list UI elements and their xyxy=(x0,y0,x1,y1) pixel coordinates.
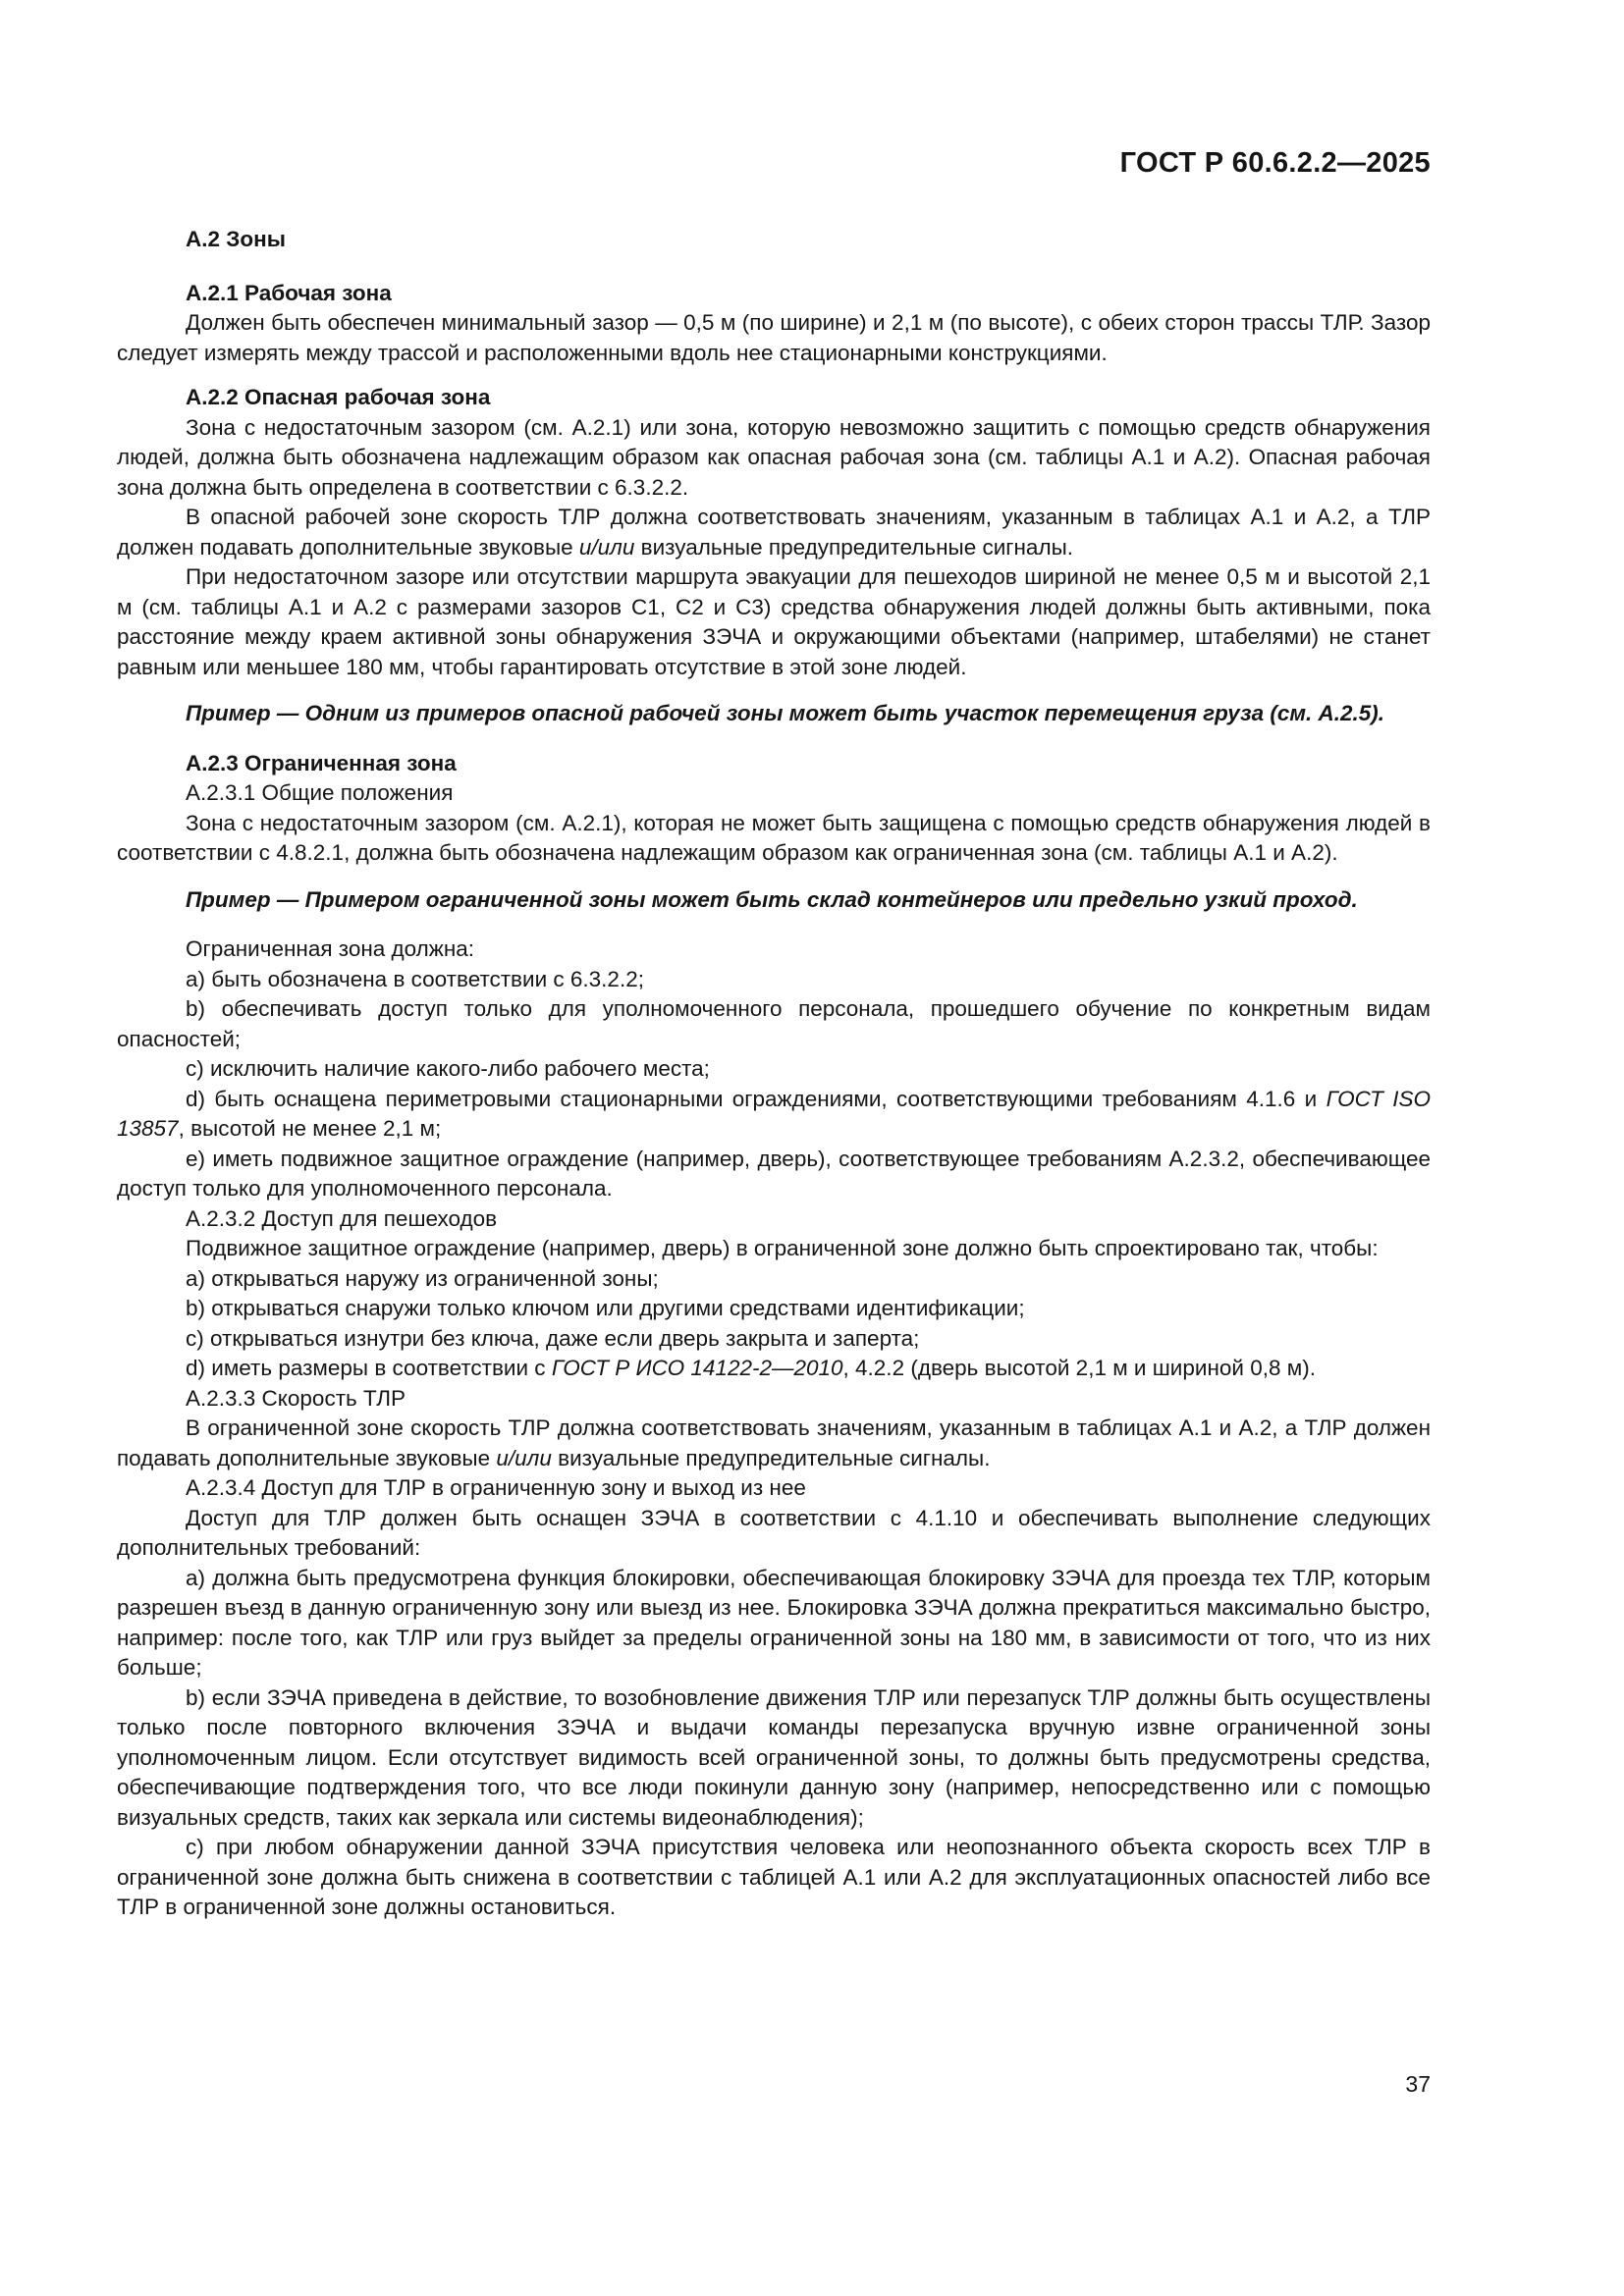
section-heading xyxy=(117,225,1431,255)
text-run: Зона с недостаточным зазором (см. А.2.1), которая не может быть защищена с помощью средств обнаружения людей в соответствии с 4.8.2.1, должна быть обозначена надлежащим образом как ограниченная зона (см. таблицы А.1 и А.2). xyxy=(117,810,1431,865)
text-run: Должен быть обеспечен минимальный зазор — 0,5 м (по ширине) и 2,1 м (по высоте), с обеих сторон трассы ТЛР. Зазор следует измерять между трассой и расположенными вдоль нее стационарными конструкциями. xyxy=(117,310,1431,365)
list-item xyxy=(117,1145,1431,1204)
page-number: 37 xyxy=(1405,2071,1431,2097)
subclause-heading xyxy=(117,1204,1431,1235)
text-run: А.2.3.2 Доступ для пешеходов xyxy=(186,1205,498,1231)
text-run: В ограниченной зоне скорость ТЛР должна соответствовать значениям, указанным в таблицах А.1 и А.2, а ТЛР должен подавать дополнительные звуковые xyxy=(117,1415,1431,1470)
list-item xyxy=(117,994,1431,1054)
subsection-heading xyxy=(117,383,1431,413)
paragraph xyxy=(117,308,1431,368)
paragraph xyxy=(117,1414,1431,1473)
example-note xyxy=(117,699,1431,729)
italic-reference: ГОСТ Р ИСО 14122-2—2010 xyxy=(551,1356,843,1380)
text-run: a) должна быть предусмотрена функция блокировки, обеспечивающая блокировку ЗЭЧА для проезда тех ТЛР, которым разрешен въезд в данную ограниченную зону или выезд из нее. Блокировка ЗЭЧА должна прекратиться максимально быстро, например: после того, как ТЛР или груз выйдет за пределы ограниченной зоны на 180 мм, в зависимости от того, что из них больше; xyxy=(117,1565,1431,1680)
text-run: Зона с недостаточным зазором (см. А.2.1) или зона, которую невозможно защитить с помощью средств обнаружения людей, должна быть обозначена надлежащим образом как опасная рабочая зона (см. таблицы А.1 и А.2). Опасная рабочая зона должна быть определена в соответствии с 6.3.2.2. xyxy=(117,414,1431,500)
text-run: e) иметь подвижное защитное ограждение (например, дверь), соответствующее требованиям А.2.3.2, обеспечивающее доступ только для уполномоченного персонала. xyxy=(117,1146,1431,1201)
text-run: c) исключить наличие какого-либо рабочего места; xyxy=(186,1056,710,1081)
document-header: ГОСТ Р 60.6.2.2—2025 xyxy=(1119,147,1431,179)
paragraph xyxy=(117,1504,1431,1564)
text-run: Ограниченная зона должна: xyxy=(186,936,475,961)
list-item xyxy=(117,1833,1431,1923)
text-run: a) открываться наружу из ограниченной зоны; xyxy=(186,1265,659,1291)
list-item xyxy=(117,965,1431,995)
document-content xyxy=(117,225,1431,1923)
text-run: d) быть оснащена периметровыми стационарными ограждениями, соответствующими требованиям 4.1.6 и xyxy=(186,1086,1326,1111)
paragraph xyxy=(117,934,1431,965)
italic-reference: и/или xyxy=(578,534,635,560)
paragraph xyxy=(117,809,1431,869)
text-run: , высотой не менее 2,1 м; xyxy=(178,1116,442,1141)
text-run: b) обеспечивать доступ только для уполномоченного персонала, прошедшего обучение по конкретным видам опасностей; xyxy=(117,996,1431,1051)
list-item xyxy=(117,1564,1431,1683)
list-item xyxy=(117,1054,1431,1085)
example-note xyxy=(117,885,1431,916)
text-run: d) иметь размеры в соответствии с xyxy=(186,1356,552,1380)
italic-reference: и/или xyxy=(496,1445,552,1470)
paragraph xyxy=(117,562,1431,682)
paragraph xyxy=(117,503,1431,562)
subclause-heading xyxy=(117,1473,1431,1504)
list-item xyxy=(117,1324,1431,1355)
text-run: А.2.1 Рабочая зона xyxy=(186,280,392,305)
list-item xyxy=(117,1683,1431,1834)
list-item xyxy=(117,1354,1431,1384)
text-run: b) если ЗЭЧА приведена в действие, то возобновление движения ТЛР или перезапуск ТЛР должны быть осуществлены только после повторного включения ЗЭЧА и выдачи команды перезапуска вручную извне ограниченной зоны уполномоченным лицом. Если отсутствует видимость всей ограниченной зоны, то должны быть предусмотрены средства, обеспечивающие подтверждения того, что все люди покинули данную зону (например, непосредственно или с помощью визуальных средств, таких как зеркала или системы видеонаблюдения); xyxy=(117,1684,1431,1830)
list-item xyxy=(117,1085,1431,1145)
text-run: Доступ для ТЛР должен быть оснащен ЗЭЧА в соответствии с 4.1.10 и обеспечивать выполнение следующих дополнительных требований: xyxy=(117,1505,1431,1560)
text-run: визуальные предупредительные сигналы. xyxy=(634,534,1073,560)
text-run: b) открываться снаружи только ключом или другими средствами идентификации; xyxy=(186,1296,1025,1320)
text-run: При недостаточном зазоре или отсутствии маршрута эвакуации для пешеходов шириной не менее 0,5 м и высотой 2,1 м (см. таблицы А.1 и А.2 с размерами зазоров C1, C2 и C3) средства обнаружения людей должны быть активными, пока расстояние между краем активной зоны обнаружения ЗЭЧА и окружающими объектами (например, штабелями) не станет равным или меньшее 180 мм, чтобы гарантировать отсутствие в этой зоне людей. xyxy=(117,564,1431,679)
text-run: , 4.2.2 (дверь высотой 2,1 м и шириной 0,8 м). xyxy=(842,1356,1316,1380)
text-run: А.2 Зоны xyxy=(186,227,286,251)
text-run: А.2.2 Опасная рабочая зона xyxy=(186,385,491,409)
text-run: c) при любом обнаружении данной ЗЭЧА присутствия человека или неопознанного объекта скорость всех ТЛР в ограниченной зоне должна быть снижена в соответствии с таблицей А.1 или А.2 для эксплуатационных опасностей либо все ТЛР в ограниченной зоне должны остановиться. xyxy=(117,1835,1431,1919)
text-run: Пример — Одним из примеров опасной рабочей зоны может быть участок перемещения груза (см. А.2.5). xyxy=(186,701,1385,725)
subclause-heading xyxy=(117,778,1431,809)
text-run: А.2.3.4 Доступ для ТЛР в ограниченную зону и выход из нее xyxy=(186,1475,806,1500)
list-item xyxy=(117,1264,1431,1295)
paragraph xyxy=(117,413,1431,504)
text-run: А.2.3.3 Скорость ТЛР xyxy=(186,1385,406,1411)
subsection-heading xyxy=(117,749,1431,779)
text-run: А.2.3.1 Общие положения xyxy=(186,780,454,805)
text-run: А.2.3 Ограниченная зона xyxy=(186,750,457,775)
italic-reference: ГОСТ ISO 13857 xyxy=(117,1086,1431,1141)
text-run: Подвижное защитное ограждение (например, дверь) в ограниченной зоне должно быть спроектировано так, чтобы: xyxy=(186,1236,1379,1260)
paragraph xyxy=(117,1234,1431,1264)
list-item xyxy=(117,1294,1431,1324)
subclause-heading xyxy=(117,1384,1431,1415)
text-run: Пример — Примером ограниченной зоны может быть склад контейнеров или предельно узкий проход. xyxy=(186,886,1358,912)
subsection-heading xyxy=(117,279,1431,309)
text-run: визуальные предупредительные сигналы. xyxy=(551,1445,991,1470)
text-run: a) быть обозначена в соответствии с 6.3.2.2; xyxy=(186,966,644,991)
text-run: c) открываться изнутри без ключа, даже если дверь закрыта и заперта; xyxy=(186,1325,920,1351)
text-run: В опасной рабочей зоне скорость ТЛР должна соответствовать значениям, указанным в таблицах А.1 и А.2, а ТЛР должен подавать дополнительные звуковые xyxy=(117,505,1431,560)
